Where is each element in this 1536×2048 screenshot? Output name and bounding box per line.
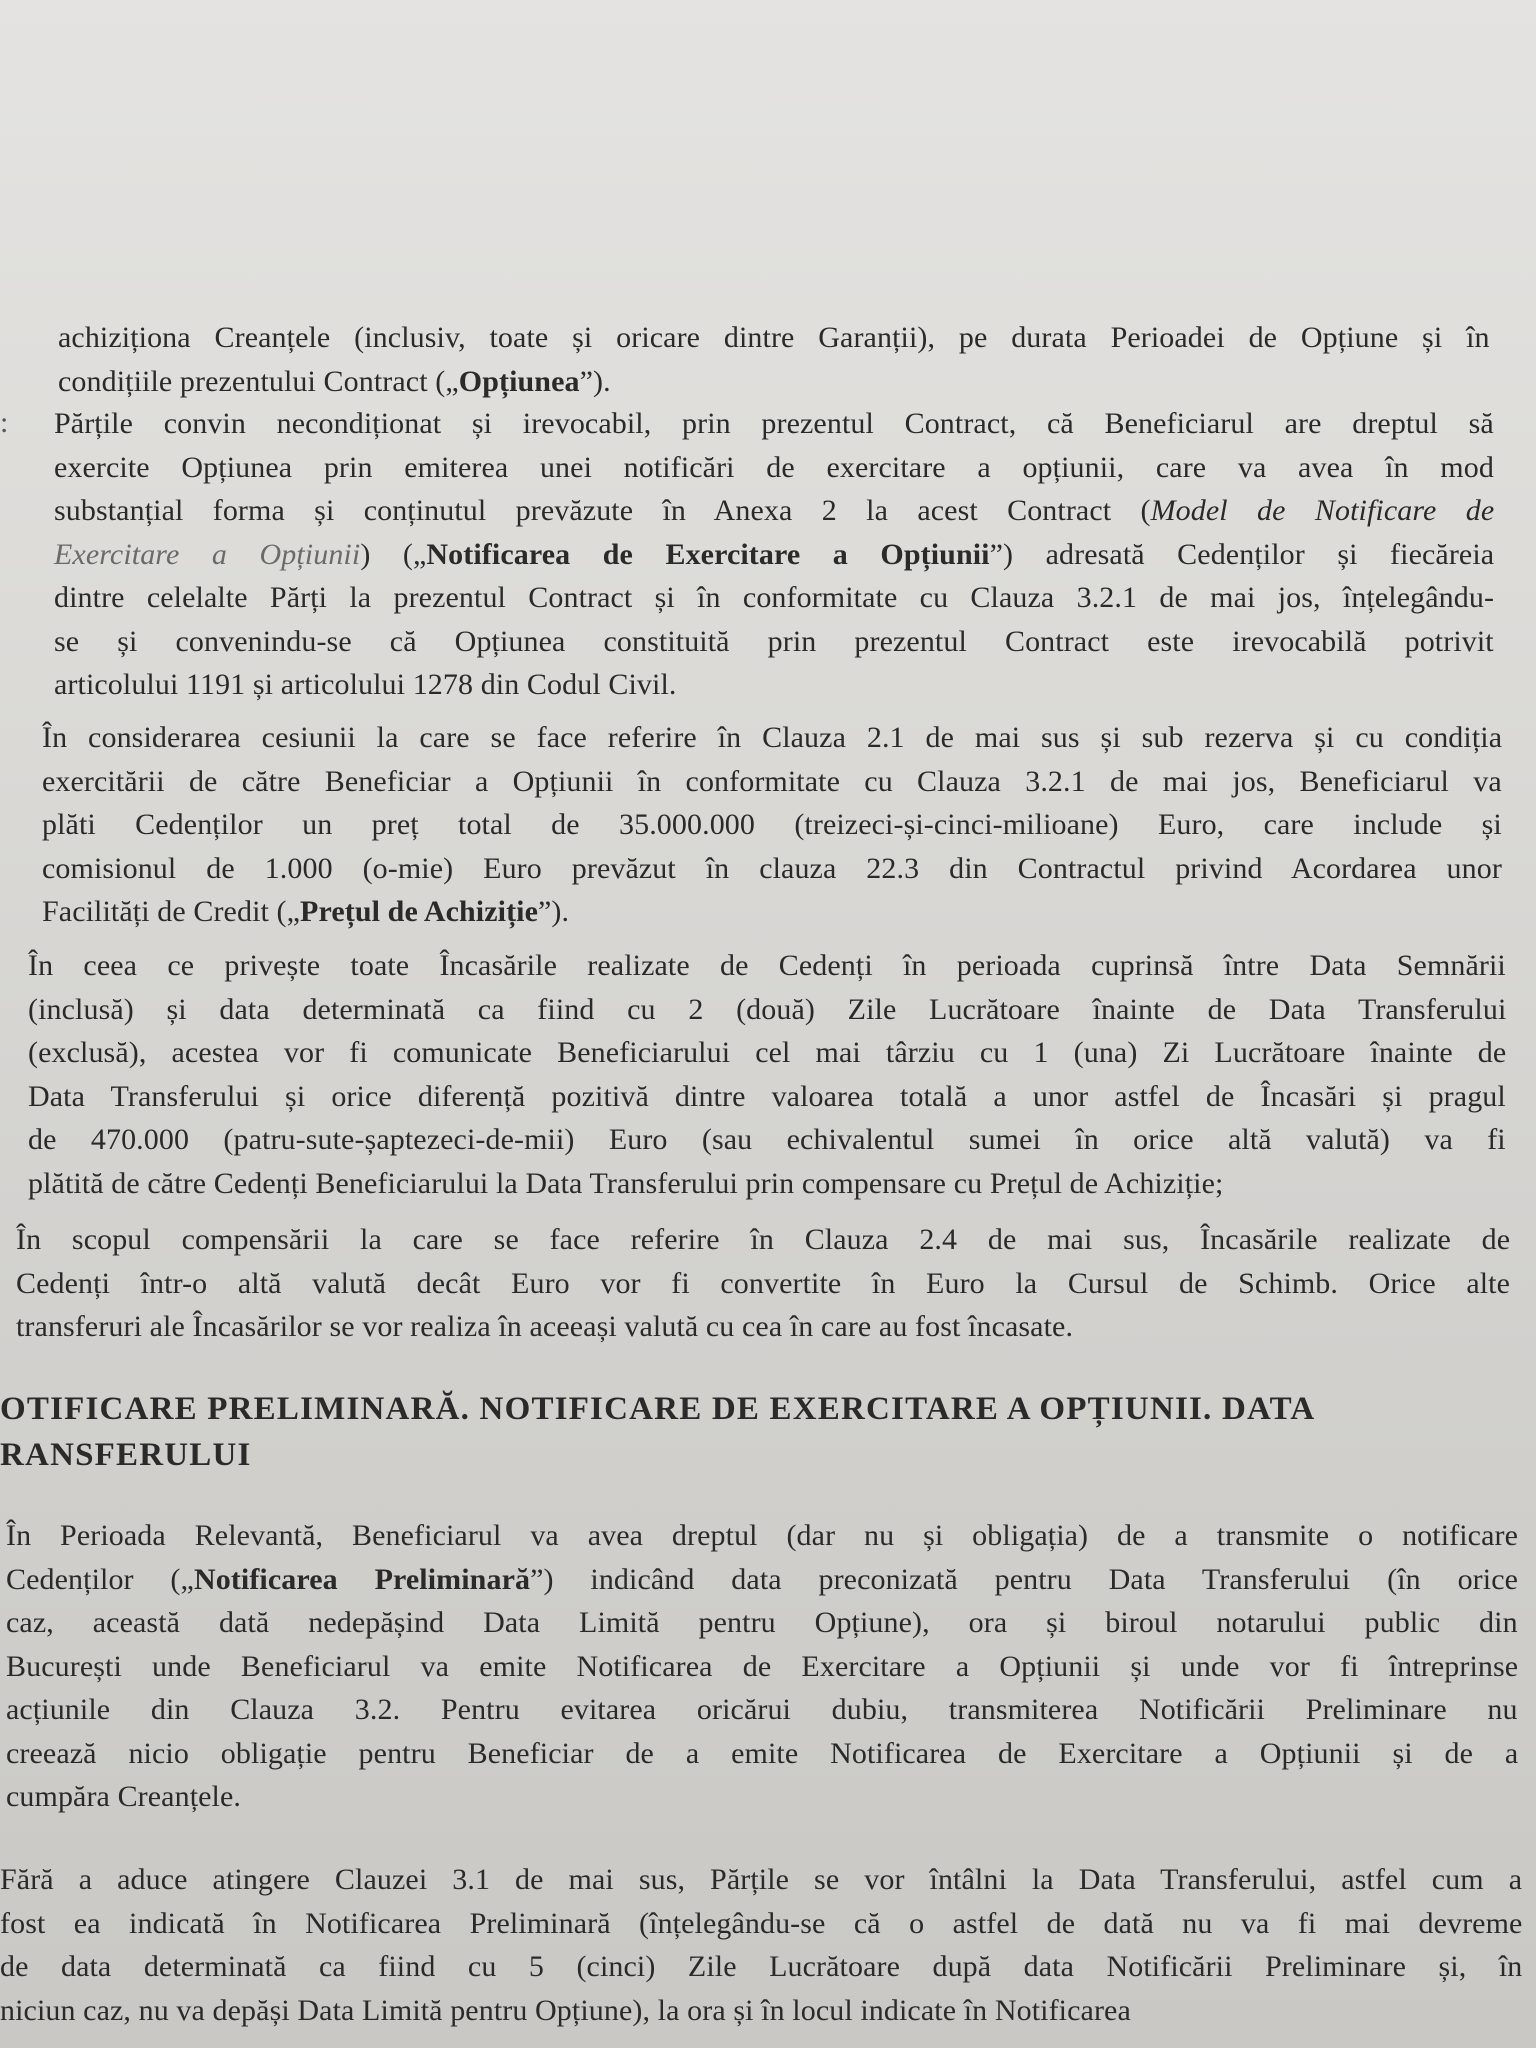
paragraph-option-definition (58, 316, 1490, 403)
text-line: creează nicio obligație pentru Beneficiar de a emite Notificarea de Exercitare a Opțiunii și de a (6, 1736, 1519, 1770)
text-line: comisionul de 1.000 (o-mie) Euro prevăzut în clauza 22.3 din Contractul privind Acordarea unor (42, 851, 1502, 885)
text-line: plătită de către Cedenți Beneficiarului la Data Transferului prin compensare cu Prețul de Achiziție; (28, 1166, 1224, 1200)
paragraph-transfer-meeting (0, 1858, 1522, 2032)
text-line: cumpăra Creanțele. (6, 1780, 242, 1813)
section-heading: OTIFICARE PRELIMINARĂ. NOTIFICARE DE EXERCITARE A OPȚIUNII. DATA (0, 1391, 1316, 1427)
text-line: de data determinată ca fiind cu 5 (cinci) Zile Lucrătoare după data Notificării Preliminare și, în (0, 1950, 1523, 1983)
text-line: București unde Beneficiarul va emite Notificarea de Exercitare a Opțiunii și unde vor fi întreprinse (6, 1649, 1519, 1683)
text-line: Cedenților („Notificarea Preliminară”) indicând data preconizată pentru Data Transferului (în orice (6, 1562, 1519, 1596)
defined-term: Opțiunea (458, 364, 580, 398)
text-line: (exclusă), acestea vor fi comunicate Beneficiarului cel mai târziu cu 1 (una) Zi Lucrătoare înainte de (28, 1036, 1507, 1069)
defined-term: Model de Notificare de (1150, 494, 1495, 527)
text-line: transferuri ale Încasărilor se vor realiza în aceeași valută cu cea în care au fost încasate. (16, 1310, 1074, 1343)
text-line: (inclusă) și data determinată ca fiind cu 2 (două) Zile Lucrătoare înainte de Data Transferului (28, 992, 1507, 1026)
text-line: dintre celelalte Părți la prezentul Contract și în conformitate cu Clauza 3.2.1 de mai jos, înțelegându- (54, 581, 1495, 614)
text-line: În ceea ce privește toate Încasările realizate de Cedenți în perioada cuprinsă între Data Semnării (28, 949, 1506, 982)
text-line: exercite Opțiunea prin emiterea unei notificări de exercitare a opțiunii, care va avea în mod (54, 450, 1494, 484)
paragraph-purchase-price (42, 716, 1502, 934)
text-line: condițiile prezentului Contract („Opțiunea”). (58, 364, 611, 398)
text-line: Data Transferului și orice diferență pozitivă dintre valoarea totală a unor astfel de Încasări și pragul (28, 1079, 1506, 1113)
text-line: se și convenindu-se că Opțiunea constituită prin prezentul Contract este irevocabilă potrivit (54, 624, 1494, 658)
document-page (0, 300, 1536, 2048)
text-line: În considerarea cesiunii la care se face referire în Clauza 2.1 de mai sus și sub rezerva și cu condiția (42, 721, 1503, 754)
text-line: substanțial forma și conținutul prevăzute în Anexa 2 la acest Contract (Model de Notificare de (54, 494, 1495, 527)
text-line: articolului 1191 și articolului 1278 din Codul Civil. (54, 668, 677, 701)
section-heading: RANSFERULUI (0, 1437, 252, 1473)
text-line: Părțile convin necondiționat și irevocabil, prin prezentul Contract, că Beneficiarul are dreptul să (54, 407, 1494, 440)
text-line: În Perioada Relevantă, Beneficiarul va avea dreptul (dar nu și obligația) de a transmite o notificare (6, 1519, 1518, 1552)
text-line: acțiunile din Clauza 3.2. Pentru evitarea oricărui dubiu, transmiterea Notificării Preliminare nu (6, 1693, 1518, 1726)
defined-term: Notificarea de Exercitare a Opțiunii (426, 537, 990, 571)
text-line: Cedenți într-o altă valută decât Euro vor fi convertite în Euro la Cursul de Schimb. Orice alte (16, 1266, 1511, 1300)
paragraph-preliminary-notice (6, 1514, 1518, 1819)
defined-term: Prețul de Achiziție (300, 895, 539, 928)
text-line: plăti Cedenților un preț total de 35.000.000 (treizeci-și-cinci-milioane) Euro, care include și (42, 808, 1502, 841)
text-line: Fără a aduce atingere Clauzei 3.1 de mai sus, Părțile se vor întâlni la Data Transferului, astfel cum a (0, 1863, 1523, 1896)
text-line: Facilități de Credit („Prețul de Achiziție”). (42, 895, 570, 928)
text-line: fost ea indicată în Notificarea Preliminară (înțelegându-se că o astfel de dată nu va fi mai devreme (0, 1906, 1523, 1940)
text-line: Exercitare a Opțiunii) („Notificarea de Exercitare a Opțiunii”) adresată Cedenților și fiecăreia (54, 537, 1495, 571)
text-line: de 470.000 (patru-sute-șaptezeci-de-mii) Euro (sau echivalentul sumei în orice altă valută) va fi (28, 1123, 1506, 1156)
paragraph-exercise-notice (54, 402, 1494, 707)
text-line: exercitării de către Beneficiar a Opțiunii în conformitate cu Clauza 3.2.1 de mai jos, Beneficiarul va (42, 764, 1502, 798)
text-line: niciun caz, nu va depăși Data Limită pentru Opțiune), la ora și în locul indicate în Notificarea (0, 1993, 1131, 2027)
clause-marker: : (0, 406, 9, 439)
defined-term: Exercitare a Opțiunii (54, 537, 361, 571)
text-line: achiziționa Creanțele (inclusiv, toate și oricare dintre Garanții), pe durata Perioadei de Opțiune și în (58, 321, 1490, 354)
text-line: În scopul compensării la care se face referire în Clauza 2.4 de mai sus, Încasările realizate de (16, 1223, 1511, 1256)
paragraph-currency-conversion (16, 1218, 1510, 1349)
defined-term: Notificarea Preliminară (193, 1562, 531, 1596)
paragraph-receipts (28, 944, 1506, 1205)
text-line: caz, această dată nedepășind Data Limită pentru Opțiune), ora și biroul notarului public din (6, 1606, 1518, 1639)
